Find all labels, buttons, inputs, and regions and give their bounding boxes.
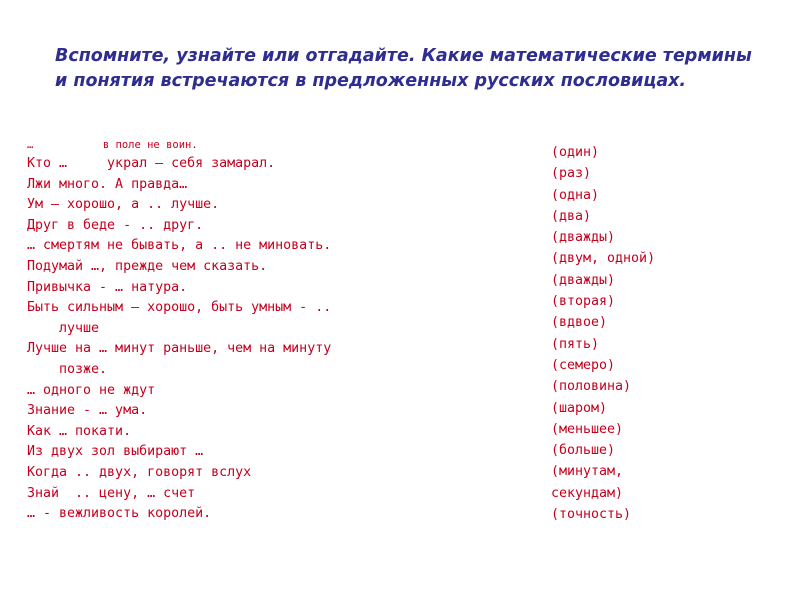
proverb-line: Ум – хорошо, а .. лучше. [27, 197, 220, 213]
proverb-line: Друг в беде - .. друг. [27, 217, 204, 233]
proverb-line: Из двух зол выбирают … [27, 444, 204, 460]
proverb-line: … - вежливость королей. [27, 506, 212, 522]
answer-line: (вторая) [551, 294, 616, 310]
proverb-line: … одного не ждут [27, 382, 156, 398]
answer-line: (минутам, [551, 464, 624, 480]
answer-line: (меньшее) [551, 421, 624, 437]
answer-line: (вдвое) [551, 315, 608, 331]
answer-line: (один) [551, 145, 600, 160]
answer-line: (дважды) [551, 272, 616, 288]
answer-line: (шаром) [551, 400, 608, 416]
answer-line: (двум, одной) [551, 251, 656, 267]
proverb-line: Знание - … ума. [27, 403, 148, 419]
proverbs-list [27, 136, 457, 525]
proverb-line: Как … покати. [27, 423, 132, 439]
proverb-line: позже. [27, 361, 108, 377]
proverb-line: Лжи много. А правда… [27, 176, 188, 192]
proverb-line: Знай .. цену, … счет [27, 485, 196, 501]
answer-line: (семеро) [551, 357, 616, 373]
proverb-line: … в поле не воин. [27, 139, 198, 151]
proverb-line: … смертям не бывать, а .. не миновать. [27, 238, 332, 254]
answer-line: (дважды) [551, 230, 616, 246]
answers-list [551, 142, 751, 525]
proverb-line: Кто … украл – себя замарал. [27, 156, 276, 171]
proverb-line: Привычка - … натура. [27, 279, 188, 295]
answer-line: секундам) [551, 485, 624, 501]
proverb-line: Быть сильным – хорошо, быть умным - .. [27, 300, 332, 316]
answer-line: (больше) [551, 443, 616, 459]
answer-line: (раз) [551, 166, 592, 182]
proverb-line: Когда .. двух, говорят вслух [27, 464, 252, 480]
slide-title: Вспомните, узнайте или отгадайте. Какие математические термины и понятия встречаются в предложенных русских пословицах. [55, 46, 752, 91]
answer-line: (пять) [551, 336, 600, 352]
proverb-line: лучше [27, 320, 100, 336]
answer-line: (половина) [551, 379, 632, 395]
proverb-line: Подумай …, прежде чем сказать. [27, 258, 268, 274]
answer-line: (точность) [551, 507, 632, 523]
answer-line: (одна) [551, 187, 600, 203]
answer-line: (два) [551, 208, 592, 224]
proverb-line: Лучше на … минут раньше, чем на минуту [27, 341, 332, 357]
